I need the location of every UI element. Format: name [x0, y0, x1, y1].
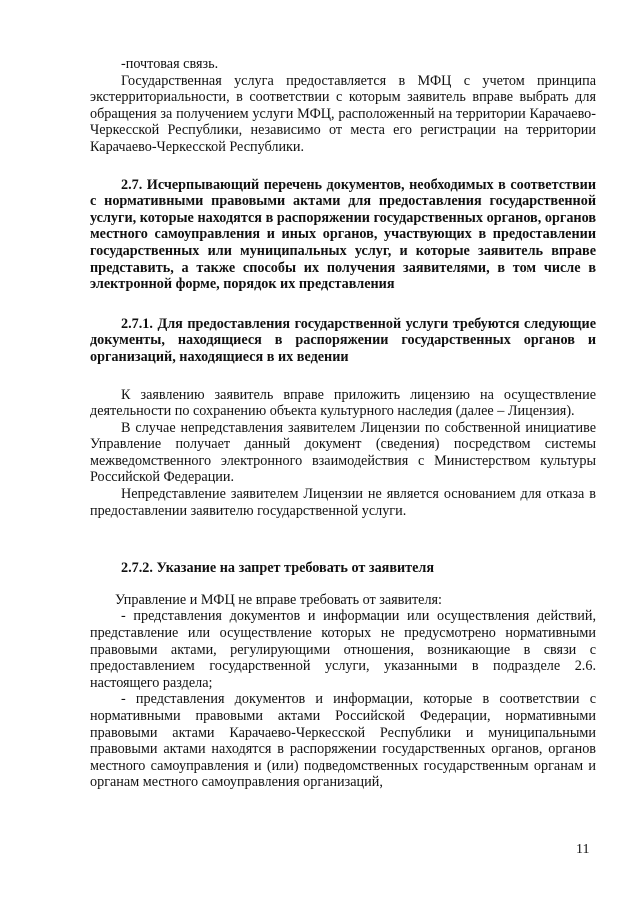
paragraph-license: К заявлению заявитель вправе приложить лицензию на осуществление деятельности по сохранению объекта культурного наследия (далее – Лицензия).	[90, 386, 596, 420]
paragraph-prohibition-intro: Управление и МФЦ не вправе требовать от заявителя:	[115, 591, 442, 608]
section-heading-2-7: 2.7. Исчерпывающий перечень документов, необходимых в соответствии с нормативными правовыми актами для предоставления государственной услуги, которые находятся в распоряжении государственных органов, органов местного самоуправления и иных органов, участвующих в предоставлении государственных или муниципальных услуг, и которые заявитель вправе представить, а также способы их получения заявителями, в том числе в электронной форме, порядок их представления	[90, 176, 596, 293]
paragraph-postal: -почтовая связь.	[121, 56, 219, 72]
paragraph-extraterritoriality: Государственная услуга предоставляется в МФЦ с учетом принципа экстерриториальности, в соответствии с которым заявитель вправе выбрать для обращения за получением услуги МФЦ, расположенный на территории Карачаево-Черкесской Республики, независимо от места его регистрации на территории Карачаево-Черкесской Республики.	[90, 72, 596, 155]
list-item-actions: - представления документов и информации или осуществления действий, представление или осуществление которых не предусмотрено нормативными правовыми актами, регулирующими отношения, возникающие в связи с предоставлением государственной услуги, указанными в подразделе 2.6. настоящего раздела;	[90, 608, 596, 691]
section-heading-2-7-1: 2.7.1. Для предоставления государственной услуги требуются следующие документы, находящиеся в распоряжении государственных органов и организаций, находящиеся в их ведении	[90, 315, 596, 365]
paragraph-non-submission: В случае непредставления заявителем Лицензии по собственной инициативе Управление получает данный документ (сведения) посредством системы межведомственного электронного взаимодействия с Министерством культуры Российской Федерации.	[90, 419, 596, 486]
list-item-documents: - представления документов и информации, которые в соответствии с нормативными правовыми актами Российской Федерации, нормативными правовыми актами Карачаево-Черкесской Республики и муниципальными правовыми актами находятся в распоряжении государственных органов, органов местного самоуправления и (или) подведомственных государственным органам и органам местного самоуправления организаций,	[90, 691, 596, 791]
page-number: 11	[576, 842, 590, 857]
section-heading-2-7-2: 2.7.2. Указание на запрет требовать от заявителя	[121, 560, 435, 577]
paragraph-not-grounds: Непредставление заявителем Лицензии не является основанием для отказа в предоставлении заявителю государственной услуги.	[90, 486, 596, 519]
document-body	[90, 56, 596, 791]
